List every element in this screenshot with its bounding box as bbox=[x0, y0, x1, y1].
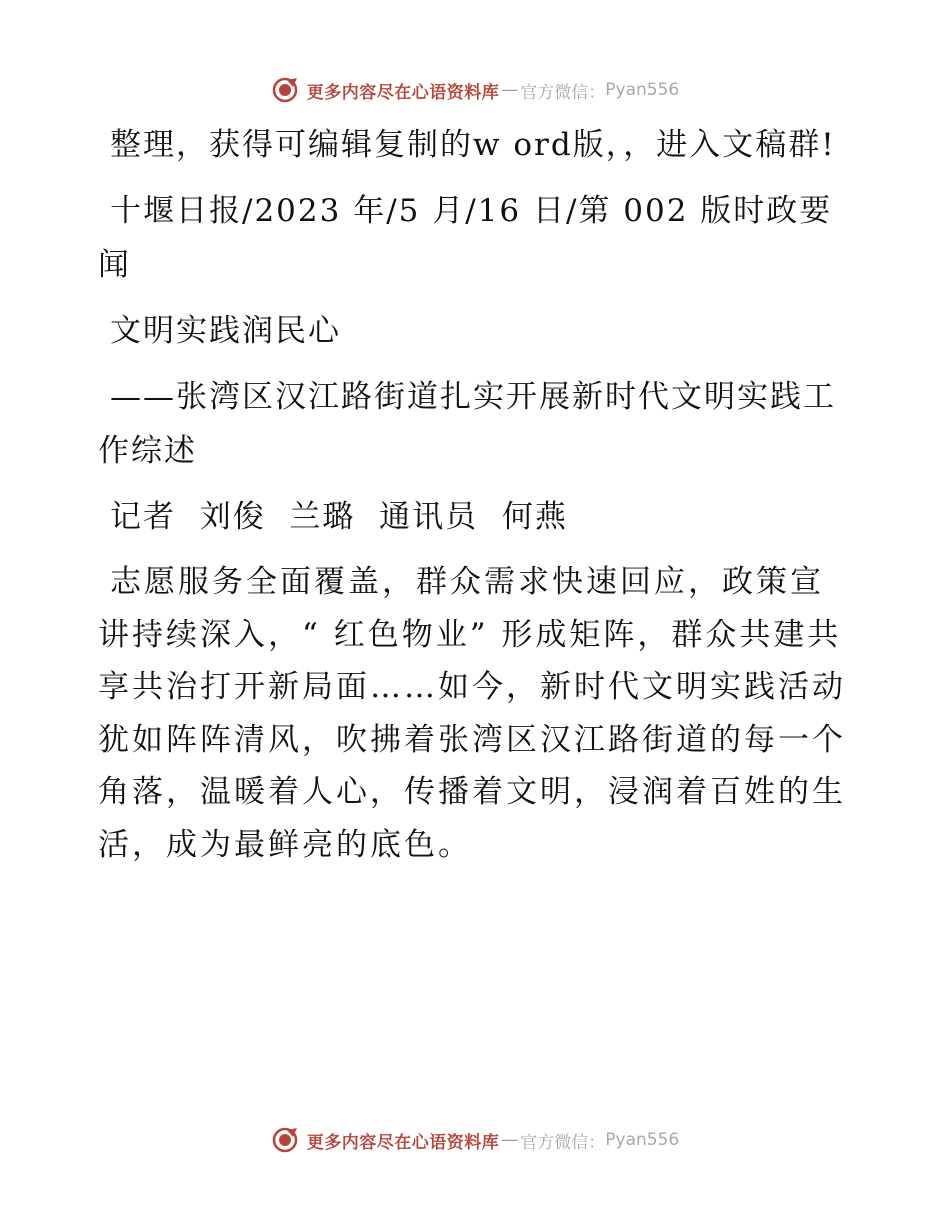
watermark-id: Pyan556 bbox=[605, 80, 680, 100]
source-line: 十堰日报/2023 年/5 月/16 日/第 002 版时政要闻 bbox=[98, 193, 833, 283]
watermark-text: 更多内容尽在心语资料库 bbox=[306, 82, 500, 103]
seal-pen-icon bbox=[271, 76, 299, 104]
footer-watermark bbox=[0, 1120, 950, 1160]
watermark-dash: — bbox=[501, 1130, 519, 1150]
seal-pen-icon bbox=[271, 1126, 299, 1154]
header-watermark bbox=[0, 70, 950, 110]
watermark-id: Pyan556 bbox=[605, 1130, 680, 1150]
watermark-label: 官方微信： bbox=[520, 82, 606, 103]
intro-paragraph: 整理，获得可编辑复制的w ord版，，进入文稿群! bbox=[110, 127, 836, 163]
watermark-dash: — bbox=[501, 80, 519, 100]
article-subtitle: ——张湾区汉江路街道扎实开展新时代文明实践工作综述 bbox=[98, 379, 836, 469]
document-body bbox=[98, 118, 850, 883]
article-title: 文明实践润民心 bbox=[110, 313, 341, 349]
byline: 记者 刘俊 兰璐 通讯员 何燕 bbox=[110, 499, 568, 535]
watermark-label: 官方微信： bbox=[520, 1132, 606, 1153]
watermark-text: 更多内容尽在心语资料库 bbox=[306, 1132, 500, 1153]
body-paragraph: 志愿服务全面覆盖，群众需求快速回应，政策宣讲持续深入，“ 红色物业” 形成矩阵，群众共建共享共治打开新局面……如今，新时代文明实践活动犹如阵阵清风，吹拂着张湾区汉江路街道的每一个角落，温暖着人心，传播着文明，浸润着百姓的生活，成为最鲜亮的底色。 bbox=[98, 564, 846, 863]
